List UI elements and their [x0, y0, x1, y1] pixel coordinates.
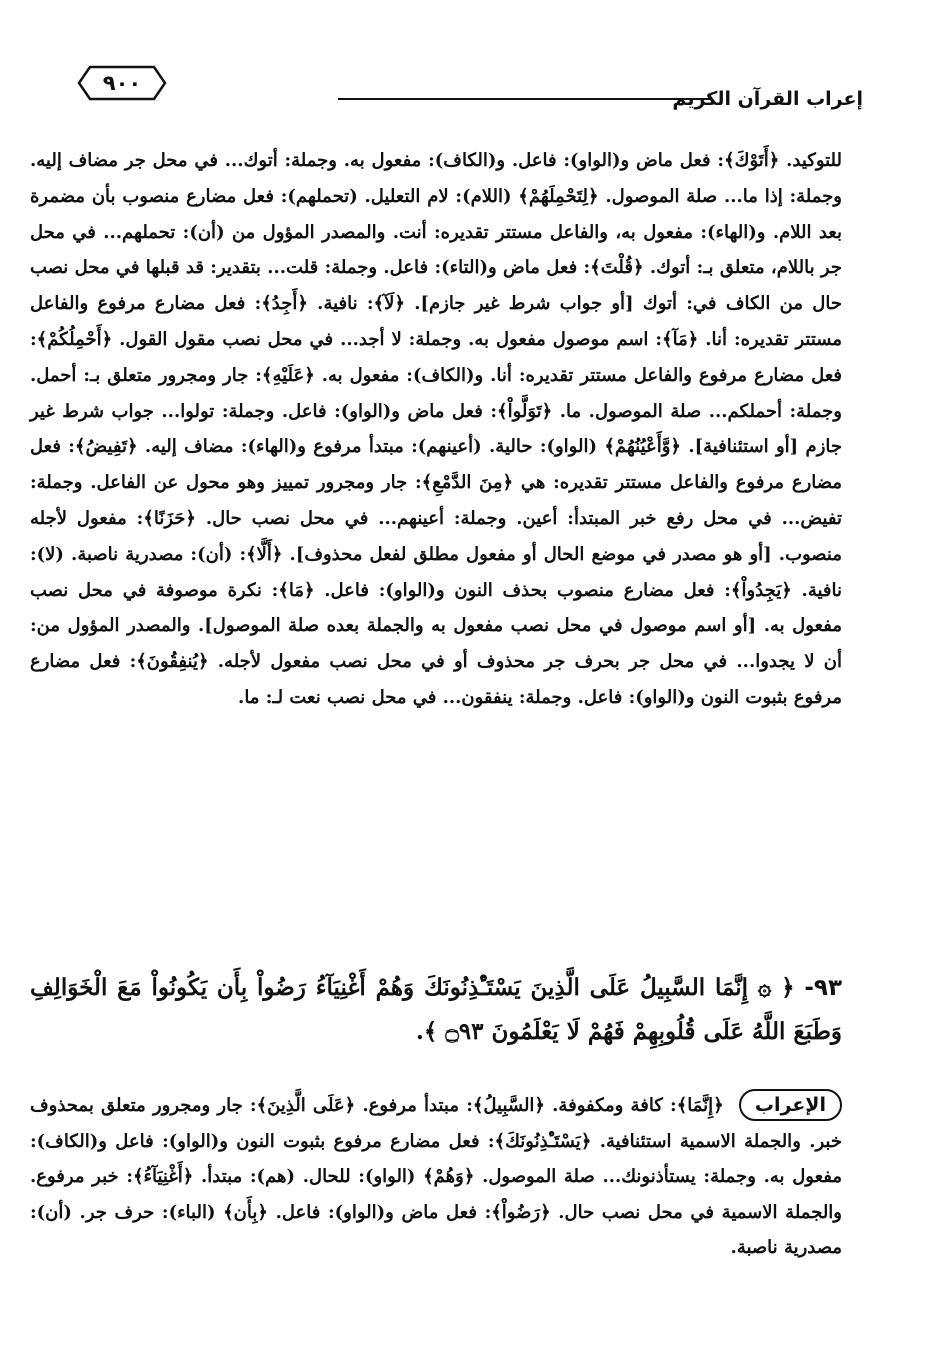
quran-verse: [30, 966, 842, 1054]
page-number: ٩٠٠: [102, 71, 142, 95]
commentary-paragraph: للتوكيد. ﴿أَتَوْكَ﴾: فعل ماض و(الواو): فاعل. و(الكاف): مفعول به. وجملة: أتوك... في محل جر مضاف إليه. وجملة: إذا ما... صلة الموصول. ﴿لِتَحْمِلَهُمْ﴾ (اللام): لام التعليل. (تحملهم): فعل مضارع منصوب بأن مضمرة بعد اللام. و(الهاء): مفعول به، والفاعل مستتر تقديره: أنت. والمصدر المؤول من (أن): تحملهم... في محل جر باللام، متعلق بـ: أتوك. ﴿قُلْتَ﴾: فعل ماض و(التاء): فاعل. وجملة: قلت... بتقدير: قد قبلها في محل نصب حال من الكاف في: أتوك [أو جواب شرط غير جازم]. ﴿لَآ﴾: نافية. ﴿أَجِدُ﴾: فعل مضارع مرفوع والفاعل مستتر تقديره: أنا. ﴿مَآ﴾: اسم موصول مفعول به. وجملة: لا أجد... في محل نصب مقول القول. ﴿أَحْمِلُكُمْ﴾: فعل مضارع مرفوع والفاعل مستتر تقديره: أنا. و(الكاف): مفعول به. ﴿عَلَيْهِ﴾: جار ومجرور متعلق بـ: أحمل. وجملة: أحملكم... صلة الموصول. ما. ﴿تَوَلَّواْ﴾: فعل ماض و(الواو): فاعل. وجملة: تولوا... جواب شرط غير جازم [أو استئنافية]. ﴿وَّأَعْيُنُهُمْ﴾ (الواو): حالية. (أعينهم): مبتدأ مرفوع و(الهاء): مضاف إليه. ﴿تَفِيضُ﴾: فعل مضارع مرفوع والفاعل مستتر تقديره: هي ﴿مِنَ الدَّمْعِ﴾: جار ومجرور تمييز وهو محول عن الفاعل. وجملة: تفيض... في محل رفع خبر المبتدأ: أعين. وجملة: أعينهم... في محل نصب حال. ﴿حَزَنًا﴾: مفعول لأجله منصوب. [أو هو مصدر في موضع الحال أو مفعول مطلق لفعل محذوف]. ﴿أَلَّا﴾: (أن): مصدرية ناصبة. (لا): نافية. ﴿يَجِدُواْ﴾: فعل مضارع منصوب بحذف النون و(الواو): فاعل. ﴿مَا﴾: نكرة موصوفة في محل نصب مفعول به. [أو اسم موصول في محل نصب مفعول به والجملة بعده صلة الموصول]. والمصدر المؤول من: أن لا يجدوا... في محل جر بحرف جر محذوف أو في محل نصب مفعول لأجله. ﴿يُنفِقُونَ﴾: فعل مضارع مرفوع بثبوت النون و(الواو): فاعل. وجملة: ينفقون... في محل نصب نعت لـ: ما.: [30, 150, 842, 708]
verse-number: ٩٣-: [804, 975, 842, 1001]
commentary-text: [30, 143, 842, 716]
irab-section: [30, 1088, 842, 1266]
irab-label: الإعراب: [739, 1089, 842, 1121]
book-title: إعراب القرآن الكريم: [672, 88, 863, 110]
irab-text: ﴿إِنَّمَا﴾: كافة ومكفوفة. ﴿السَّبِيلُ﴾: مبتدأ مرفوع. ﴿عَلَى الَّذِينَ﴾: جار ومجرور متعلق بمحذوف خبر. والجملة الاسمية استئنافية. ﴿يَسْتَـْٔذِنُونَكَ﴾: فعل مضارع مرفوع بثبوت النون و(الواو): فاعل و(الكاف): مفعول به. وجملة: يستأذنونك... صلة الموصول. ﴿وَهُمْ﴾ (الواو): للحال. (هم): مبتدأ. ﴿أَغْنِيَآءُ﴾: خبر مرفوع. والجملة الاسمية في محل نصب حال. ﴿رَضُواْ﴾: فعل ماض و(الواو): فاعل. ﴿بِأَن﴾ (الباء): حرف جر. (أن): مصدرية ناصبة.: [30, 1095, 842, 1259]
header-rule: [338, 98, 710, 100]
verse-text: ﴿ ۞ إِنَّمَا السَّبِيلُ عَلَى الَّذِينَ يَسْتَـْٔذِنُونَكَ وَهُمْ أَغْنِيَآءُ رَضُواْ بِأَن يَكُونُواْ مَعَ الْخَوَالِفِ وَطَبَعَ اللَّهُ عَلَى قُلُوبِهِمْ فَهُمْ لَا يَعْلَمُونَ ۝٩٣ ﴾.: [30, 974, 842, 1045]
page-header: [0, 58, 925, 118]
page-number-badge: [76, 64, 168, 102]
